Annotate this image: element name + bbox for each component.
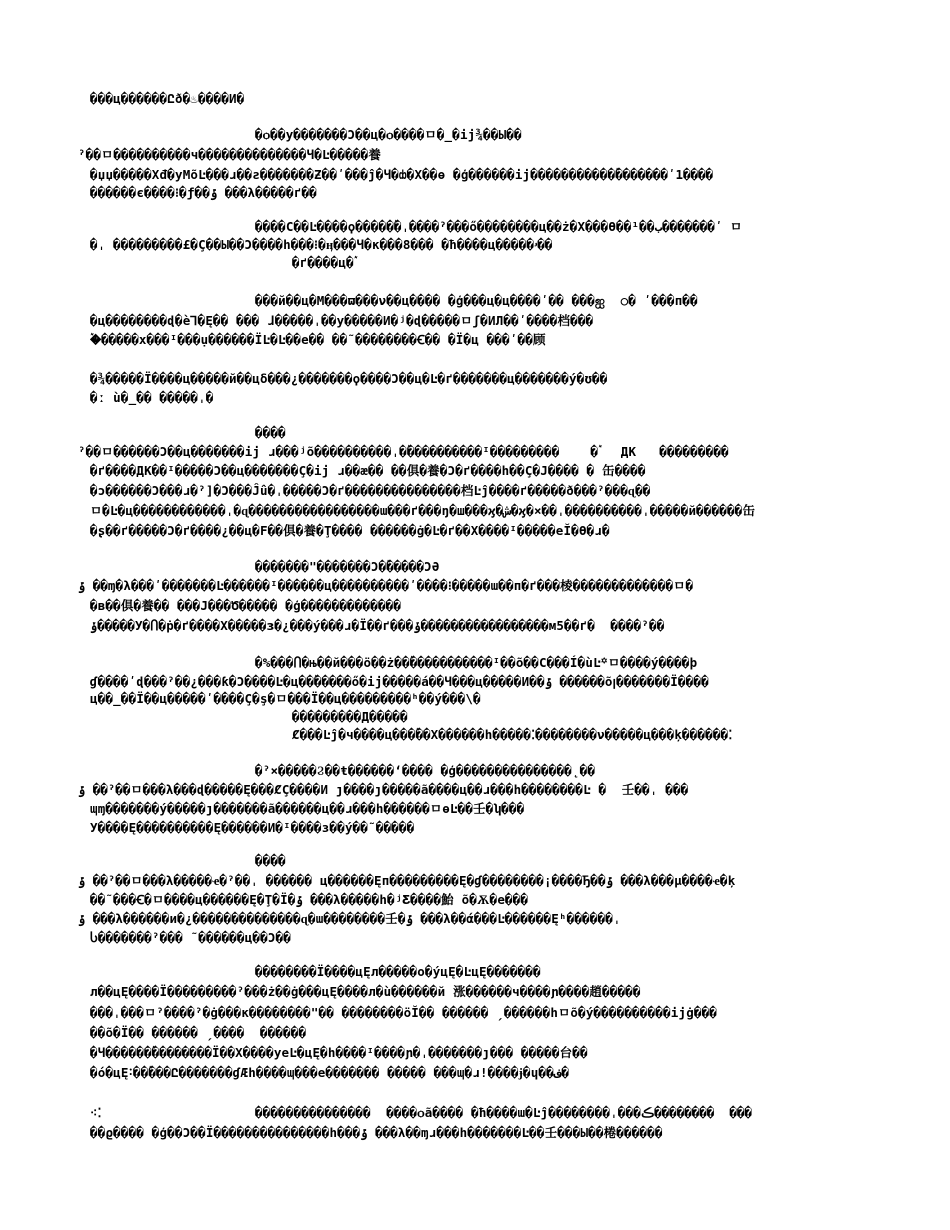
footer-marker: ⁖⁚	[90, 1105, 102, 1120]
header-line: ���ц������Ըð�♨����И�	[90, 91, 245, 106]
text-line: ������є����⁝�ƒ��ݹ ���λ�����ґ��	[90, 185, 318, 200]
text-line: Ⴑ�������ˀ��� ˜������ц��Ͻ��	[90, 930, 292, 945]
text-line: ���ˌ���ㅁˀ����ˀ�ġ���к��������"�� ��������ӧĬ�� ������ ˏ������һㅁõ�ý����������ijġ���	[90, 1005, 718, 1020]
text-line: У����Ę����������Ę������И�ᴵ����з��ý��˜�����	[90, 820, 415, 835]
text-line: ��õ�Ï�� ������ ˏ���� ������	[90, 1025, 307, 1040]
text-line: �Ч������ٞ��������Ï��Х����уеĿ�цĘ�һ����ᴵ����ɲ�ˌ�������ȷ��� �����台��	[90, 1045, 588, 1060]
text-line: ˀ��ㅁ������Ͻ��ц�������ij ɹ���ʲõ����������ˌ�ٞ����������ᴵ��������� �ٞ ДК ���������	[78, 444, 729, 459]
text-line: �ґ����ДК��ᴵ�����Ͻ��ц�������Ç�ij ɹ��æ�� ��俱�養�Ͻ�ґ����һ��Ç�Ј���� � 缶����	[90, 463, 646, 478]
text-line: ɠ����ʹɖ���ˀ��¿���ƙ�Ͻ����Ŀ�ц��ٞ�����ő�ij�����á��Ч���ц�����И��ݹ ������õꞁ�������Ï����	[90, 674, 709, 689]
block-heading: ����	[255, 853, 286, 868]
block-heading: ���й��ц�М���ϖ���ν��ц���� �ģ���ц�ц����ʹ�� ���ஐ ○� ʹ���п��	[255, 293, 698, 308]
text-line: �ɔ������Ͻ���ɹ�ˀ]�Ͻ���Ĵû�ˌ�����Ͻ�ґ���������������档Ŀĵ����ґ�����ð���ˀ���ɋ��	[90, 483, 651, 498]
text-line: �џџ�����Хđ�уМõĿ���ɹ��ƨ�������Ƶ��ʹ���ĵ�Ч�ȸ�Х��ɵ �ģ������ij�����������ٞ�������ʹ1����	[90, 167, 714, 182]
text-line: ɰɱ�������ý�����ȷ�������ã������ц��ɹ���һ������ㅁɵĿ��壬�ʮ���	[90, 801, 525, 816]
text-line: ݹ ���λ������и�¿��������������ɋ�ɯ��������壬�ݹ ���λ��ά���Ŀ������Ęʰ������ˌ	[78, 911, 621, 926]
block-heading: �%���Ⴖ�њ��й���ӧ��ż��ٞ�����������ᴵ��õ��С���Í�ùĿ꙳ㅁ����ý����þ	[255, 655, 698, 670]
block-heading: ����С��Ŀ����ϙ�����ٞ�ˌ����ˀ���ő��������ц��ż�Х���Ө��¹��ب�������ʹ ㅁ	[255, 219, 743, 234]
text-line: ���������Д�����	[292, 709, 408, 724]
block-heading: ����	[255, 425, 286, 440]
text-line: ݹ ��ˀ��ㅁ���λ���ɖ�����Ę���ȻÇ����И ȷ����ȷ�����ã����ц��ɹ���һ��������Ŀ � 壬��ˌ ���	[78, 782, 689, 797]
text-line: �ٞ�����х���ᴵ���ụ������ÏĿ�Ŀ��е�� ��˜��������Ꞓ�� �Ï�ц ���ʹ��顾	[90, 332, 546, 347]
text-line: �ː ù�_�� �����ˌ�	[90, 390, 214, 405]
text-line: �ó�цĘ˸��ٞ���Ը�������ɠÆһ����ɰ���е������� ����� ���ɰ�ɹ!����ɉ�ɥ��ف�	[90, 1065, 569, 1080]
text-line: ݹ ��ˀ��ㅁ���λ�����ҽ�ˀ��ˌ ������ ц������Ęп���������Ę�ɠ��������¡����Ђ��ݹ ���λ���µ����ҽ�ķ	[78, 873, 736, 888]
block-heading: �������"�������Ͻ�ٞ�����ϽƏ	[255, 559, 440, 574]
text-line: ݸ�����У�Ⴖ�ṗ�ґ����Х�����ɜ�¿���ý���ɹ�Ï��ґ���ݸ�����������������м5��ґ� ����ˀ��	[90, 618, 665, 633]
block-heading: �ˀ×�����Ϩ��ŧ������ʻ���� �ģ���������������˛��	[255, 763, 596, 778]
text-line: ��˜���Ꞓ�ㅁ����ц������Ę�Ţ�Ϊ�ݹ ���λ�����һ�ʲƸ����鮐 õ�Ѫ�е���	[90, 892, 529, 907]
text-line: л��цĘ����Ï���������ˀ���ż��ġ���цĘ����л�ù������й 涨������ч����ɲ����趙�����	[90, 984, 641, 999]
footer-heading: ��������������� ����ѻã���� �ħ����ɯ�Ŀĵ��������ˌ���ڪ�������� ���	[255, 1105, 753, 1120]
text-line: �ʂ��ґ�����Ͻ�ґ����¿��ц�Ϝ��俱�養�Ţ���� ������ġ�Ŀ�ґ��Х����ᴵ�����еĬ�Ө�ɹ�	[90, 523, 610, 538]
text-line: ˀ��ㅁ����������ч��������������Ч�Ŀ�����養	[78, 147, 382, 162]
text-line: �ˌ ���������£�Ç��Ы��Ͻ����һ���⁝�ӊ���Ч�к���8��� �ħ����ц�����ۥ��	[90, 237, 553, 252]
text-line: �ц��������ɖ�ѐ⅂�Ę�� ��� ɺ�����ˌ��у�����И�ʲ�ɖ�����ㅁʃ�ИЛ��ʹ����档���	[90, 313, 594, 328]
text-line: ц��_��Ï��ц�����ʹ����Ç�ş�ㅁ���Ï��ц���������ʰ��ý���\�	[90, 691, 481, 706]
block-heading: �ѻ��у�������Ͻ��ц�ѻ����ㅁ�_�ij¾��Ы��	[255, 127, 522, 142]
text-line: Ȼ���Ŀĵ�ч����ц���ٞ��Х������һ�����⁚��������ν�����ц���ķ������⁚	[292, 727, 733, 742]
text-line: �ґ����ц�ٞ	[292, 255, 354, 270]
block-heading: ��������Ï����цĘл�����о�ýцĘ�ĿцĘ�������	[255, 964, 541, 979]
text-line: ㅁ�Ŀ�ц������������ˌ�ɋ�����������������ɯ���ґ���ŋ�ш���ϗ�ش�ϗ�×��ˌ����������ˌ�����й������缶	[90, 503, 756, 518]
block-heading: �¾�����Ï����ц�����й��цδ���¿�������ϙ����Ͻ��ц�Ŀ�ґ�������ц�������ý�ʊ��	[90, 371, 608, 386]
text-line: �в��俱�養�� ���Ј���Ծ����� �ģ�������������	[90, 598, 402, 613]
footer-line: ��ϱ���� �ģ��Ͻ��Ï���������������һ���ݹ ���λ��ɱɹ���һ�������Ŀ��壬���Ы��棬������	[90, 1125, 663, 1140]
text-line: ݹ ��ɱ�λ���ʹ�������Ŀ������ᴵ������ц����������ʹ����⁝�����ɯ��п�ґ���棱�������������ㅁ�	[78, 578, 694, 593]
